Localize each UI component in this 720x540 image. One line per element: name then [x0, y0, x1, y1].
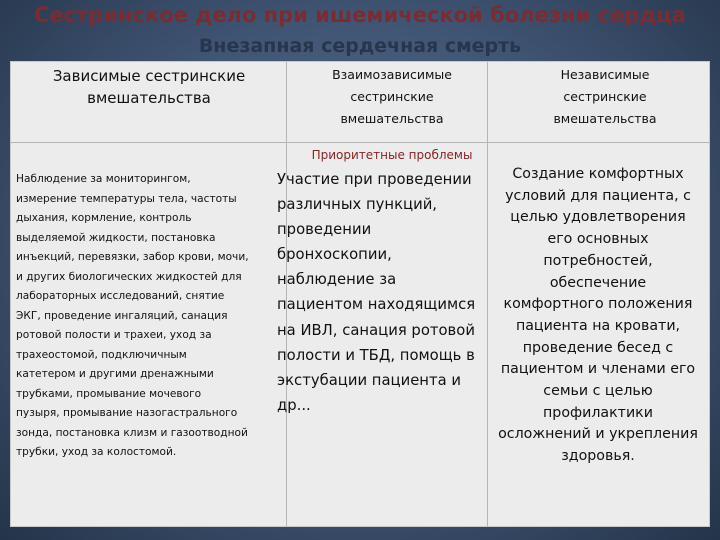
- text-line: выделяемой жидкости, постановка: [16, 231, 216, 244]
- text-line: семьи с целью: [543, 383, 653, 400]
- text-line: здоровья.: [561, 448, 635, 465]
- text-line: др...: [277, 396, 311, 414]
- text-line: трубки, уход за колостомой.: [16, 446, 177, 458]
- text-line: трубками, промывание мочевого: [16, 387, 202, 400]
- text-line: бронхоскопии,: [277, 246, 392, 264]
- slide-title: Сестринское дело при ишемической болезни сердца: [34, 3, 686, 27]
- text-line: профилактики: [543, 404, 653, 421]
- text-line: целью удовлетворения: [510, 209, 686, 226]
- slide-subtitle: Внезапная сердечная смерть: [198, 35, 522, 57]
- header-interdependent: [287, 64, 497, 130]
- interventions-table: [10, 61, 710, 527]
- text-line: пациентом и членами его: [500, 361, 696, 378]
- text-line: обеспечение: [549, 274, 647, 291]
- text-line: пациента на кровати,: [515, 317, 681, 334]
- header-divider: [11, 142, 709, 143]
- text-line: ротовой полости и трахеи, уход за: [16, 329, 212, 341]
- dependent-interventions-text: [16, 170, 278, 463]
- text-line: и других биологических жидкостей для: [16, 270, 242, 283]
- header-dependent-line: Зависимые сестринские вмешательства: [52, 67, 246, 107]
- text-line: дыхания, кормление, контроль: [16, 212, 192, 224]
- header-dependent: [33, 65, 265, 109]
- text-line: наблюдение за: [277, 271, 397, 289]
- text-line: инъекций, перевязки, забор крови, мочи,: [16, 251, 249, 263]
- text-line: экстубации пациента и: [277, 371, 461, 389]
- priority-problems-label: Приоритетные проблемы: [311, 148, 473, 162]
- text-line: на ИВЛ, санация ротовой: [277, 321, 475, 339]
- header-interdependent-line: Взаимозависимые сестринские вмешательства: [332, 67, 452, 126]
- text-line: комфортного положения: [503, 296, 693, 313]
- header-independent-line: Независимые сестринские вмешательства: [553, 67, 657, 126]
- text-line: различных пункций,: [277, 196, 438, 214]
- text-line: проведение бесед с: [522, 339, 674, 356]
- text-line: полости и ТБД, помощь в: [277, 346, 475, 364]
- text-line: зонда, постановка клизм и газоотводной: [16, 426, 248, 439]
- text-line: Участие при проведении: [277, 171, 472, 188]
- interdependent-interventions-text: [277, 167, 491, 418]
- text-line: условий для пациента, с: [505, 187, 691, 204]
- text-line: Наблюдение за мониторингом,: [16, 173, 191, 185]
- text-line: ЭКГ, проведение ингаляций, санация: [16, 309, 228, 322]
- text-line: трахеостомой, подключичным: [16, 348, 187, 361]
- text-line: измерение температуры тела, частоты: [16, 192, 237, 205]
- text-line: потребностей,: [543, 252, 653, 269]
- text-line: Создание комфортных: [512, 166, 684, 182]
- text-line: пузыря, промывание назогастрального: [16, 407, 238, 419]
- text-line: осложнений и укрепления: [498, 426, 698, 443]
- text-line: его основных: [547, 231, 649, 248]
- header-independent: [499, 64, 711, 130]
- text-line: проведении: [277, 221, 372, 239]
- text-line: пациентом находящимся: [277, 296, 476, 314]
- text-line: катетером и другими дренажными: [16, 368, 214, 380]
- independent-interventions-text: [489, 164, 707, 468]
- text-line: лабораторных исследований, снятие: [16, 290, 225, 302]
